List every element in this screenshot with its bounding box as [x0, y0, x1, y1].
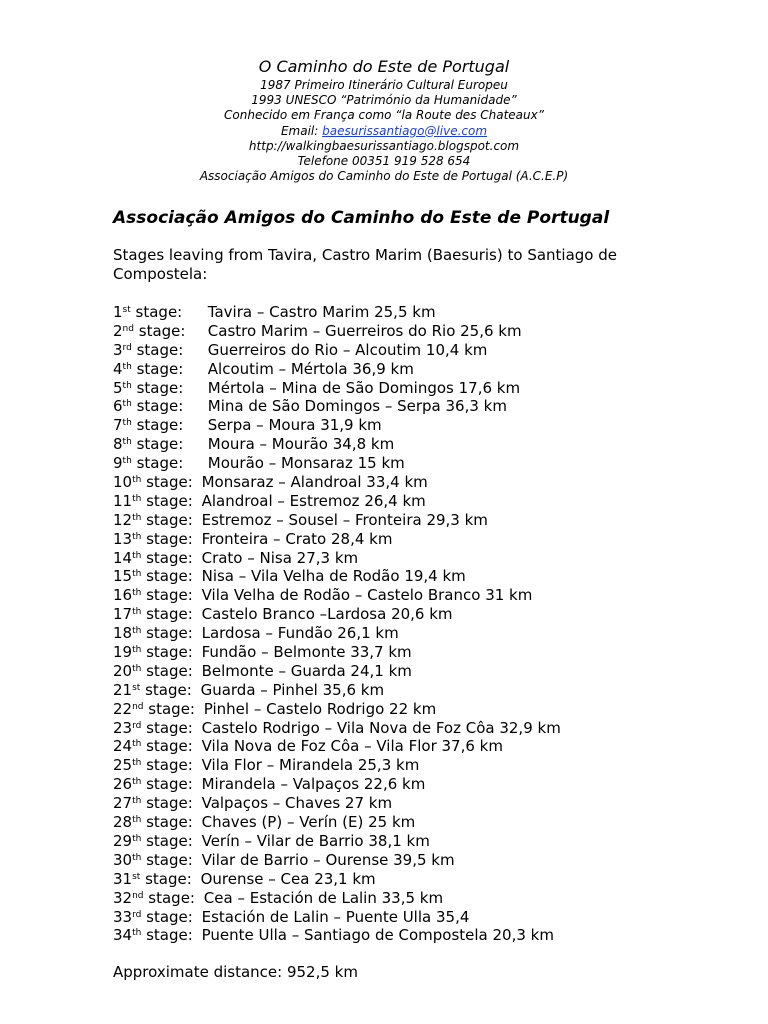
stage-item — [113, 473, 733, 492]
stage-route: Ourense – Cea 23,1 km — [200, 869, 376, 888]
stage-number: 28 — [113, 813, 133, 832]
stage-word: stage: — [138, 321, 186, 340]
stage-ordinal-suffix: nd — [122, 323, 134, 334]
stage-number-label — [113, 775, 193, 794]
stage-number: 9 — [113, 454, 123, 473]
stage-item — [113, 567, 733, 586]
stage-word: stage: — [145, 680, 192, 699]
stage-item — [113, 322, 733, 341]
stage-number-label — [113, 889, 195, 908]
stage-word: stage: — [136, 359, 184, 378]
stage-word: stage: — [148, 888, 195, 907]
stage-route: Fronteira – Crato 28,4 km — [201, 529, 393, 548]
stage-word: stage: — [146, 813, 193, 832]
stage-item — [113, 303, 733, 322]
stage-number-label — [113, 719, 193, 738]
stage-number: 8 — [113, 435, 123, 454]
stage-number: 4 — [113, 359, 123, 378]
stage-item — [113, 511, 733, 530]
stage-ordinal-suffix: st — [132, 871, 141, 882]
stage-number: 31 — [113, 869, 133, 888]
section-heading: Associação Amigos do Caminho do Este de Portugal — [113, 208, 610, 228]
stage-number-label — [113, 908, 193, 927]
stage-ordinal-suffix: rd — [122, 342, 132, 353]
stage-ordinal-suffix: th — [132, 493, 142, 504]
stage-ordinal-suffix: th — [132, 607, 142, 618]
stage-ordinal-suffix: th — [132, 588, 142, 599]
stage-number-label — [113, 756, 193, 775]
header-line-2: 1993 UNESCO “Património da Humanidade” — [251, 93, 517, 108]
stage-number: 14 — [113, 548, 133, 567]
stage-word: stage: — [136, 397, 184, 416]
stage-word: stage: — [148, 699, 195, 718]
stage-number: 22 — [113, 699, 133, 718]
stage-number-label — [113, 813, 193, 832]
stage-item — [113, 416, 733, 435]
stage-word: stage: — [146, 473, 193, 492]
stage-route: Estremoz – Sousel – Fronteira 29,3 km — [201, 510, 488, 529]
stage-item — [113, 813, 733, 832]
stage-item — [113, 492, 733, 511]
stage-number-label — [113, 360, 203, 379]
stage-ordinal-suffix: rd — [132, 720, 142, 731]
stage-word: stage: — [146, 624, 193, 643]
stage-route: Serpa – Moura 31,9 km — [207, 416, 382, 435]
stage-number-label — [113, 737, 193, 756]
stage-ordinal-suffix: th — [132, 663, 142, 674]
stage-ordinal-suffix: th — [122, 418, 132, 429]
stage-route: Castelo Rodrigo – Vila Nova de Foz Côa 32,9 km — [201, 718, 561, 737]
stage-word: stage: — [146, 737, 193, 756]
stage-number: 5 — [113, 378, 123, 397]
stage-number-label — [113, 473, 193, 492]
stage-number-label — [113, 549, 193, 568]
stage-item — [113, 435, 733, 454]
stage-route: Cea – Estación de Lalin 33,5 km — [203, 888, 444, 907]
stage-word: stage: — [136, 454, 184, 473]
stage-item — [113, 870, 733, 889]
stage-word: stage: — [146, 926, 193, 945]
stage-word: stage: — [146, 850, 193, 869]
stage-number-label — [113, 435, 203, 454]
stage-item — [113, 700, 733, 719]
stage-ordinal-suffix: th — [132, 569, 142, 580]
total-distance: Approximate distance: 952,5 km — [113, 963, 358, 981]
stage-ordinal-suffix: th — [132, 645, 142, 656]
stage-route: Belmonte – Guarda 24,1 km — [201, 661, 412, 680]
email-label: Email: — [280, 123, 323, 138]
stage-route: Mértola – Mina de São Domingos 17,6 km — [207, 378, 521, 397]
stage-number: 12 — [113, 510, 133, 529]
stage-word: stage: — [146, 529, 193, 548]
stage-number: 19 — [113, 643, 133, 662]
stage-number-label — [113, 605, 193, 624]
stage-route: Guarda – Pinhel 35,6 km — [200, 680, 385, 699]
stage-ordinal-suffix: th — [122, 437, 132, 448]
stage-route: Castelo Branco –Lardosa 20,6 km — [201, 605, 453, 624]
stage-route: Crato – Nisa 27,3 km — [201, 548, 359, 567]
stage-word: stage: — [146, 831, 193, 850]
stage-number-label — [113, 643, 193, 662]
stage-number-label — [113, 794, 193, 813]
stage-number: 21 — [113, 680, 133, 699]
stage-ordinal-suffix: th — [132, 550, 142, 561]
stage-ordinal-suffix: st — [132, 682, 141, 693]
stage-number: 30 — [113, 850, 133, 869]
stage-number-label — [113, 379, 203, 398]
stage-ordinal-suffix: th — [122, 380, 132, 391]
stage-number-label — [113, 303, 203, 322]
stage-number: 2 — [113, 321, 123, 340]
stage-item — [113, 737, 733, 756]
stage-route: Lardosa – Fundão 26,1 km — [201, 624, 399, 643]
stage-number-label — [113, 454, 203, 473]
stage-word: stage: — [146, 661, 193, 680]
stage-route: Chaves (P) – Verín (E) 25 km — [201, 813, 416, 832]
stage-word: stage: — [146, 586, 193, 605]
stage-item — [113, 341, 733, 360]
stage-route: Valpaços – Chaves 27 km — [201, 794, 393, 813]
stage-number: 3 — [113, 340, 123, 359]
stage-number: 25 — [113, 756, 133, 775]
stage-number-label — [113, 681, 192, 700]
stage-ordinal-suffix: nd — [132, 890, 144, 901]
stage-ordinal-suffix: th — [132, 852, 142, 863]
header-website: http://walkingbaesurissantiago.blogspot.com — [248, 138, 520, 153]
stage-ordinal-suffix: th — [132, 626, 142, 637]
stage-ordinal-suffix: th — [132, 758, 142, 769]
stage-number-label — [113, 511, 193, 530]
stage-ordinal-suffix: th — [132, 777, 142, 788]
stage-route: Vilar de Barrio – Ourense 39,5 km — [201, 850, 455, 869]
stage-ordinal-suffix: nd — [132, 701, 144, 712]
stage-number-label — [113, 416, 203, 435]
stage-item — [113, 360, 733, 379]
stage-ordinal-suffix: th — [122, 456, 132, 467]
stage-word: stage: — [146, 510, 193, 529]
header-line-1: 1987 Primeiro Itinerário Cultural Europeu — [260, 78, 508, 92]
stage-route: Monsaraz – Alandroal 33,4 km — [201, 473, 428, 492]
stage-item — [113, 549, 733, 568]
stage-route: Vila Flor – Mirandela 25,3 km — [201, 756, 420, 775]
stage-item — [113, 397, 733, 416]
stage-item — [113, 719, 733, 738]
stage-word: stage: — [146, 718, 193, 737]
stage-ordinal-suffix: th — [132, 739, 142, 750]
stage-ordinal-suffix: st — [122, 305, 131, 315]
stage-ordinal-suffix: th — [132, 475, 142, 486]
stage-number: 7 — [113, 416, 123, 435]
stage-ordinal-suffix: th — [132, 796, 142, 807]
stage-route: Pinhel – Castelo Rodrigo 22 km — [203, 699, 437, 718]
document-header — [0, 56, 768, 184]
stage-ordinal-suffix: th — [122, 361, 132, 372]
stage-item — [113, 624, 733, 643]
stage-word: stage: — [136, 378, 184, 397]
stage-ordinal-suffix: th — [132, 531, 142, 542]
stage-number: 13 — [113, 529, 133, 548]
stage-route: Moura – Mourão 34,8 km — [207, 435, 395, 454]
stage-number-label — [113, 341, 203, 360]
stage-item — [113, 908, 733, 927]
stage-word: stage: — [146, 794, 193, 813]
stage-word: stage: — [146, 775, 193, 794]
stage-word: stage: — [146, 605, 193, 624]
header-association: Associação Amigos do Caminho do Este de Portugal (A.C.E.P) — [199, 169, 569, 184]
stage-number: 34 — [113, 926, 133, 945]
stage-ordinal-suffix: th — [132, 512, 142, 523]
document-title: O Caminho do Este de Portugal — [258, 57, 510, 76]
stage-number: 10 — [113, 473, 133, 492]
stage-number: 11 — [113, 491, 133, 510]
stage-route: Estación de Lalin – Puente Ulla 35,4 — [201, 907, 470, 926]
stage-number-label — [113, 926, 193, 945]
stage-ordinal-suffix: th — [122, 399, 132, 410]
stage-number: 1 — [113, 303, 123, 321]
stage-route: Guerreiros do Rio – Alcoutim 10,4 km — [207, 340, 488, 359]
stage-number: 16 — [113, 586, 133, 605]
stage-word: stage: — [136, 416, 184, 435]
stage-word: stage: — [145, 869, 192, 888]
stage-number-label — [113, 322, 203, 341]
stage-word: stage: — [135, 303, 183, 321]
stage-route: Verín – Vilar de Barrio 38,1 km — [201, 831, 430, 850]
stage-item — [113, 379, 733, 398]
stage-item — [113, 586, 733, 605]
header-email-line — [0, 124, 768, 139]
stage-item — [113, 681, 733, 700]
stage-number-label — [113, 662, 193, 681]
stage-number: 6 — [113, 397, 123, 416]
intro-paragraph: Stages leaving from Tavira, Castro Marim (Baesuris) to Santiago de Compostela: — [113, 246, 617, 283]
stage-item — [113, 454, 733, 473]
stage-route: Tavira – Castro Marim 25,5 km — [207, 303, 436, 321]
stage-route: Alandroal – Estremoz 26,4 km — [201, 491, 426, 510]
stage-ordinal-suffix: th — [132, 833, 142, 844]
stage-route: Vila Velha de Rodão – Castelo Branco 31 km — [201, 586, 533, 605]
stage-number: 17 — [113, 605, 133, 624]
stage-number-label — [113, 586, 193, 605]
stage-route: Mina de São Domingos – Serpa 36,3 km — [207, 397, 507, 416]
stage-number: 24 — [113, 737, 133, 756]
stage-item — [113, 794, 733, 813]
stage-ordinal-suffix: rd — [132, 909, 142, 920]
stage-number: 32 — [113, 888, 133, 907]
stage-item — [113, 662, 733, 681]
stage-item — [113, 851, 733, 870]
stage-number-label — [113, 530, 193, 549]
stage-route: Nisa – Vila Velha de Rodão 19,4 km — [201, 567, 466, 586]
stage-number: 29 — [113, 831, 133, 850]
stage-ordinal-suffix: th — [132, 928, 142, 939]
stage-item — [113, 832, 733, 851]
stage-number-label — [113, 700, 195, 719]
email-link[interactable]: baesurissantiago@live.com — [322, 123, 488, 138]
stage-number: 27 — [113, 794, 133, 813]
stage-ordinal-suffix: th — [132, 815, 142, 826]
stage-route: Vila Nova de Foz Côa – Vila Flor 37,6 km — [201, 737, 503, 756]
header-phone: Telefone 00351 919 528 654 — [297, 154, 471, 169]
stage-number: 26 — [113, 775, 133, 794]
stage-number-label — [113, 492, 193, 511]
stage-route: Puente Ulla – Santiago de Compostela 20,3 km — [201, 926, 554, 945]
stage-list — [113, 303, 733, 945]
stage-number-label — [113, 397, 203, 416]
stage-number-label — [113, 832, 193, 851]
stage-word: stage: — [146, 548, 193, 567]
stage-word: stage: — [146, 907, 193, 926]
stage-route: Mourão – Monsaraz 15 km — [207, 454, 405, 473]
stage-route: Alcoutim – Mértola 36,9 km — [207, 359, 414, 378]
stage-number: 20 — [113, 661, 133, 680]
stage-number: 18 — [113, 624, 133, 643]
stage-route: Mirandela – Valpaços 22,6 km — [201, 775, 426, 794]
stage-number-label — [113, 567, 193, 586]
stage-item — [113, 889, 733, 908]
stage-item — [113, 605, 733, 624]
stage-item — [113, 926, 733, 945]
stage-word: stage: — [146, 491, 193, 510]
stage-number: 33 — [113, 907, 133, 926]
header-line-3: Conhecido em França como “la Route des Chateaux” — [224, 108, 544, 123]
stage-number-label — [113, 624, 193, 643]
stage-number: 15 — [113, 567, 133, 586]
stage-item — [113, 775, 733, 794]
stage-route: Castro Marim – Guerreiros do Rio 25,6 km — [207, 321, 522, 340]
stage-word: stage: — [146, 643, 193, 662]
stage-number: 23 — [113, 718, 133, 737]
stage-item — [113, 643, 733, 662]
stage-number-label — [113, 851, 193, 870]
stage-number-label — [113, 870, 192, 889]
stage-word: stage: — [136, 435, 184, 454]
stage-word: stage: — [146, 567, 193, 586]
stage-route: Fundão – Belmonte 33,7 km — [201, 643, 412, 662]
stage-word: stage: — [136, 340, 184, 359]
stage-item — [113, 530, 733, 549]
stage-word: stage: — [146, 756, 193, 775]
stage-item — [113, 756, 733, 775]
